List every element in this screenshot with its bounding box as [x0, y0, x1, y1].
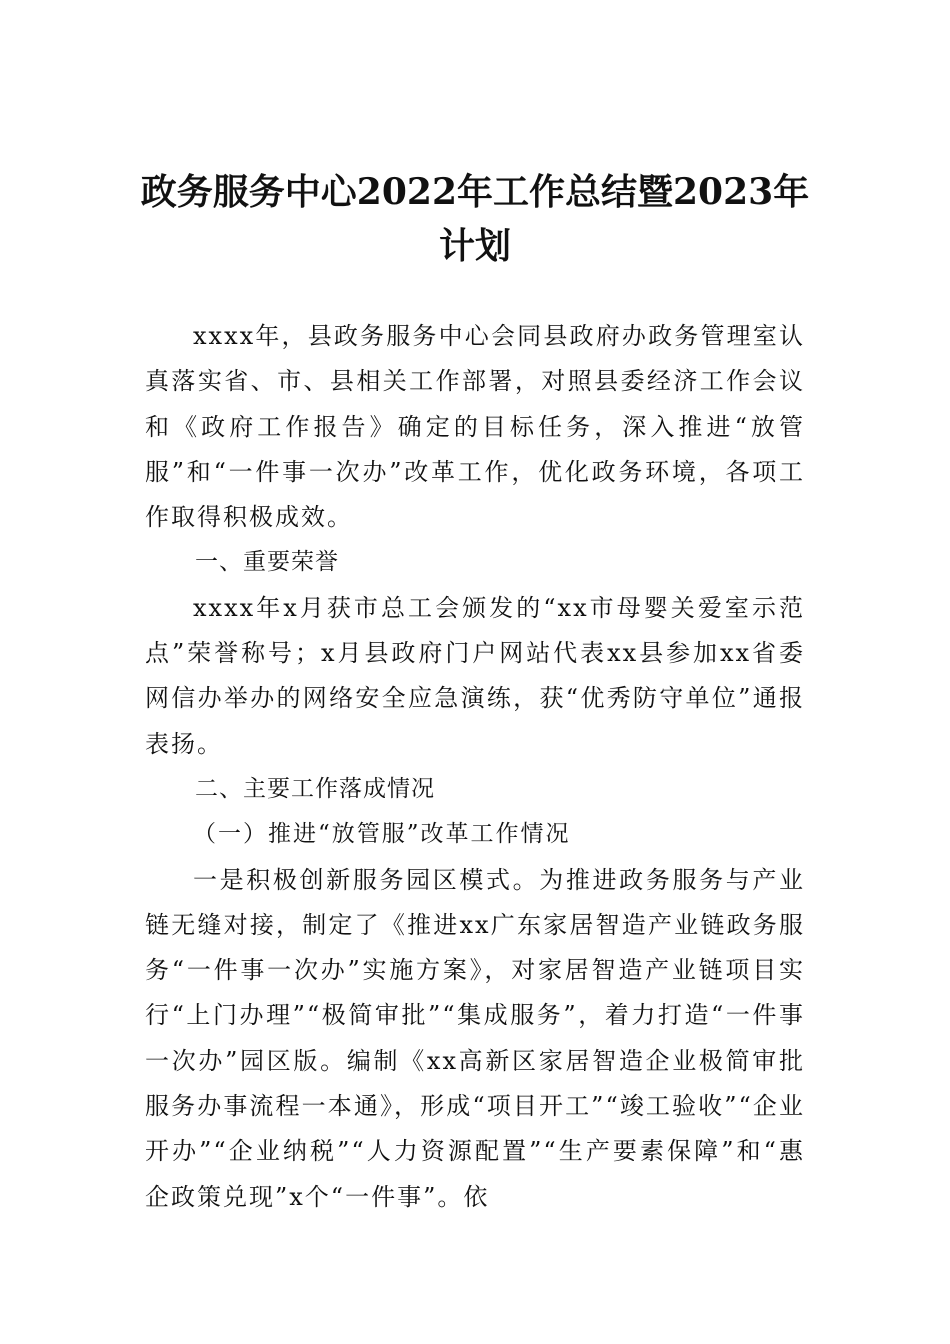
innovation-paragraph: 一是积极创新服务园区模式。为推进政务服务与产业链无缝对接，制定了《推进xx广东家居智造产业链政务服务“一件事一次办”实施方案》，对家居智造产业链项目实行“上门办理”“极简审批”“集成服务”，着力打造“一件事一次办”园区版。编制《xx高新区家居智造企业极简审批服务办事流程一本通》，形成“项目开工”“竣工验收”“企业开办”“企业纳税”“人力资源配置”“生产要素保障”和“惠企政策兑现”x个“一件事”。依	[145, 865, 805, 1211]
subsection-heading-reform: （一）推进“放管服”改革工作情况	[193, 821, 571, 848]
section-heading-main-work: 二、主要工作落成情况	[195, 775, 435, 802]
document-body	[145, 314, 805, 1220]
section-heading-honors: 一、重要荣誉	[195, 549, 339, 576]
honors-paragraph: xxxx年x月获市总工会颁发的“xx市母婴关爱室示范点”荣誉称号；x月县政府门户网站代表xx县参加xx省委网信办举办的网络安全应急演练，获“优秀防守单位”通报表扬。	[145, 593, 805, 758]
intro-paragraph: xxxx年，县政务服务中心会同县政府办政务管理室认真落实省、市、县相关工作部署，对照县委经济工作会议和《政府工作报告》确定的目标任务，深入推进“放管服”和“一件事一次办”改革工作，优化政务环境，各项工作取得积极成效。	[145, 322, 805, 532]
document-title: 政务服务中心2022年工作总结暨2023年计划	[140, 171, 810, 267]
